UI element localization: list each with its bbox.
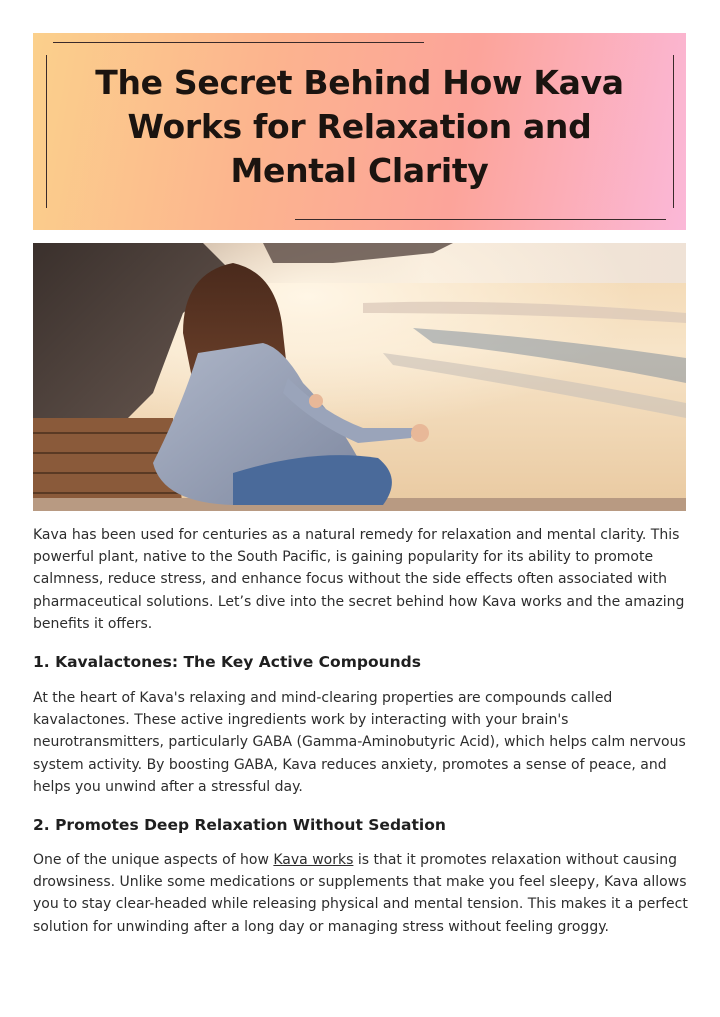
decorative-line-bottom	[295, 219, 666, 220]
paragraph-text-start: One of the unique aspects of how	[33, 852, 274, 869]
section-heading-kavalactones: 1. Kavalactones: The Key Active Compounds	[33, 653, 421, 672]
section-paragraph-kavalactones: At the heart of Kava's relaxing and mind-clearing properties are compounds called kavalactones. These active ingredients work by interacting with your brain's neurotransmitters, particularly GABA (Gamma-Aminobutyric Acid), which helps calm nervous system activity. By boosting GABA, Kava reduces anxiety, promotes a sense of peace, and helps you unwind after a stressful day.	[33, 690, 686, 795]
section-heading-relaxation: 2. Promotes Deep Relaxation Without Sedation	[33, 816, 446, 835]
decorative-line-left	[46, 55, 47, 208]
kava-works-link[interactable]: Kava works	[273, 852, 354, 869]
hero-image	[33, 243, 686, 511]
page-title: The Secret Behind How Kava Works for Relaxation and Mental Clarity	[95, 63, 624, 190]
article-body	[33, 524, 693, 938]
decorative-line-right	[673, 55, 674, 208]
title-banner	[33, 33, 686, 230]
paragraph-text-end: is that it promotes relaxation without causing drowsiness. Unlike some medications or supplements that make you feel sleepy, Kava allows you to stay clear-headed while releasing physical and mental tension. This makes it a perfect solution for unwinding after a long day or managing stress without feeling groggy.	[33, 852, 688, 935]
intro-paragraph: Kava has been used for centuries as a natural remedy for relaxation and mental clarity. This powerful plant, native to the South Pacific, is gaining popularity for its ability to promote calmness, reduce stress, and enhance focus without the side effects often associated with pharmaceutical solutions. Let’s dive into the secret behind how Kava works and the amazing benefits it offers.	[33, 527, 685, 632]
section-paragraph-relaxation	[33, 849, 693, 938]
decorative-line-top	[53, 42, 424, 43]
